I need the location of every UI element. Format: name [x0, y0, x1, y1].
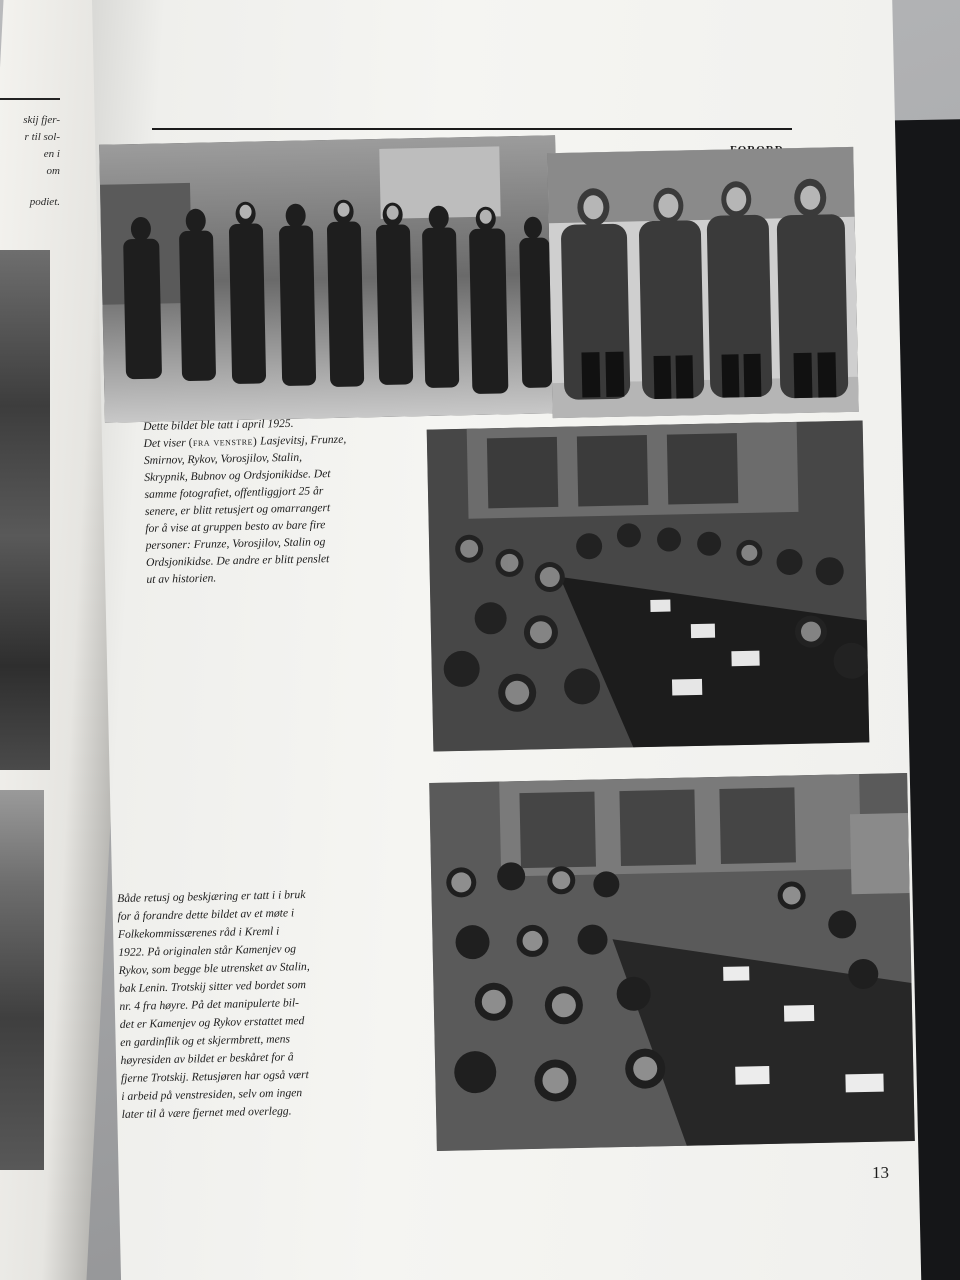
caption-line: 1922. På originalen står Kamenjev og — [118, 942, 297, 959]
photo-meeting-manipulated — [427, 420, 870, 751]
left-text-line: om — [46, 165, 60, 177]
caption-small-caps: (fra venstre) — [188, 434, 258, 450]
photo-meeting-original — [429, 773, 915, 1151]
caption-text: Det viser — [143, 436, 186, 450]
caption-line: personer: Frunze, Vorosjilov, Stalin og — [145, 535, 326, 552]
caption-line: i arbeid på venstresiden, selv om ingen — [121, 1086, 303, 1103]
left-page-photo-crowd — [0, 250, 50, 770]
left-page-photo-building — [0, 790, 44, 1170]
photo-group-retouched — [547, 147, 858, 418]
page-number: 13 — [872, 1163, 889, 1182]
caption-line: later til å være fjernet med overlegg. — [121, 1104, 292, 1121]
caption-line: fjerne Trotskij. Retusjøren har også vært — [120, 1068, 309, 1085]
caption-line: Rykov, som begge ble utrensket av Stalin, — [118, 959, 310, 977]
left-text-line: en i — [43, 148, 60, 160]
photo-group-1925-original — [99, 135, 561, 422]
caption-line: for å forandre dette bildet av et møte i — [117, 906, 295, 923]
caption-line: det er Kamenjev og Rykov erstattet med — [119, 1014, 305, 1031]
left-text-line: skij fjer- — [23, 114, 60, 126]
caption-line: en gardinflik og et skjermbrett, mens — [120, 1032, 291, 1049]
caption-line: for å vise at gruppen besto av bare fire — [145, 518, 326, 535]
left-text-line: r til sol- — [24, 131, 60, 143]
caption-line: ut av historien. — [146, 571, 217, 586]
left-page-text — [0, 112, 60, 211]
left-text-line: podiet. — [29, 196, 60, 208]
caption-text: Lasjevitsj, Frunze, — [260, 432, 347, 448]
caption-line: Folkekommissærenes råd i Kreml i — [117, 924, 280, 941]
caption-line: Ordsjonikidse. De andre er blitt penslet — [145, 552, 330, 569]
caption-line: senere, er blitt retusjert og omarrangert — [144, 501, 331, 518]
header-rule — [152, 128, 792, 130]
left-page-rule — [0, 98, 60, 100]
caption-line: Skrypnik, Bubnov og Ordsjonikidse. Det — [144, 467, 331, 484]
caption-line: Smirnov, Rykov, Vorosjilov, Stalin, — [143, 450, 303, 467]
caption-line: Både retusj og beskjæring er tatt i i bruk — [117, 888, 306, 905]
caption-line: Dette bildet ble tatt i april 1925. — [143, 416, 294, 433]
caption-line: bak Lenin. Trotskij sitter ved bordet som — [118, 978, 307, 995]
caption-1925-photo — [143, 414, 349, 588]
caption-meeting-photo — [117, 886, 313, 1124]
caption-line: samme fotografiet, offentliggjort 25 år — [144, 484, 324, 501]
caption-line: nr. 4 fra høyre. På det manipulerte bil- — [119, 996, 300, 1013]
caption-line: høyresiden av bildet er beskåret for å — [120, 1050, 294, 1067]
